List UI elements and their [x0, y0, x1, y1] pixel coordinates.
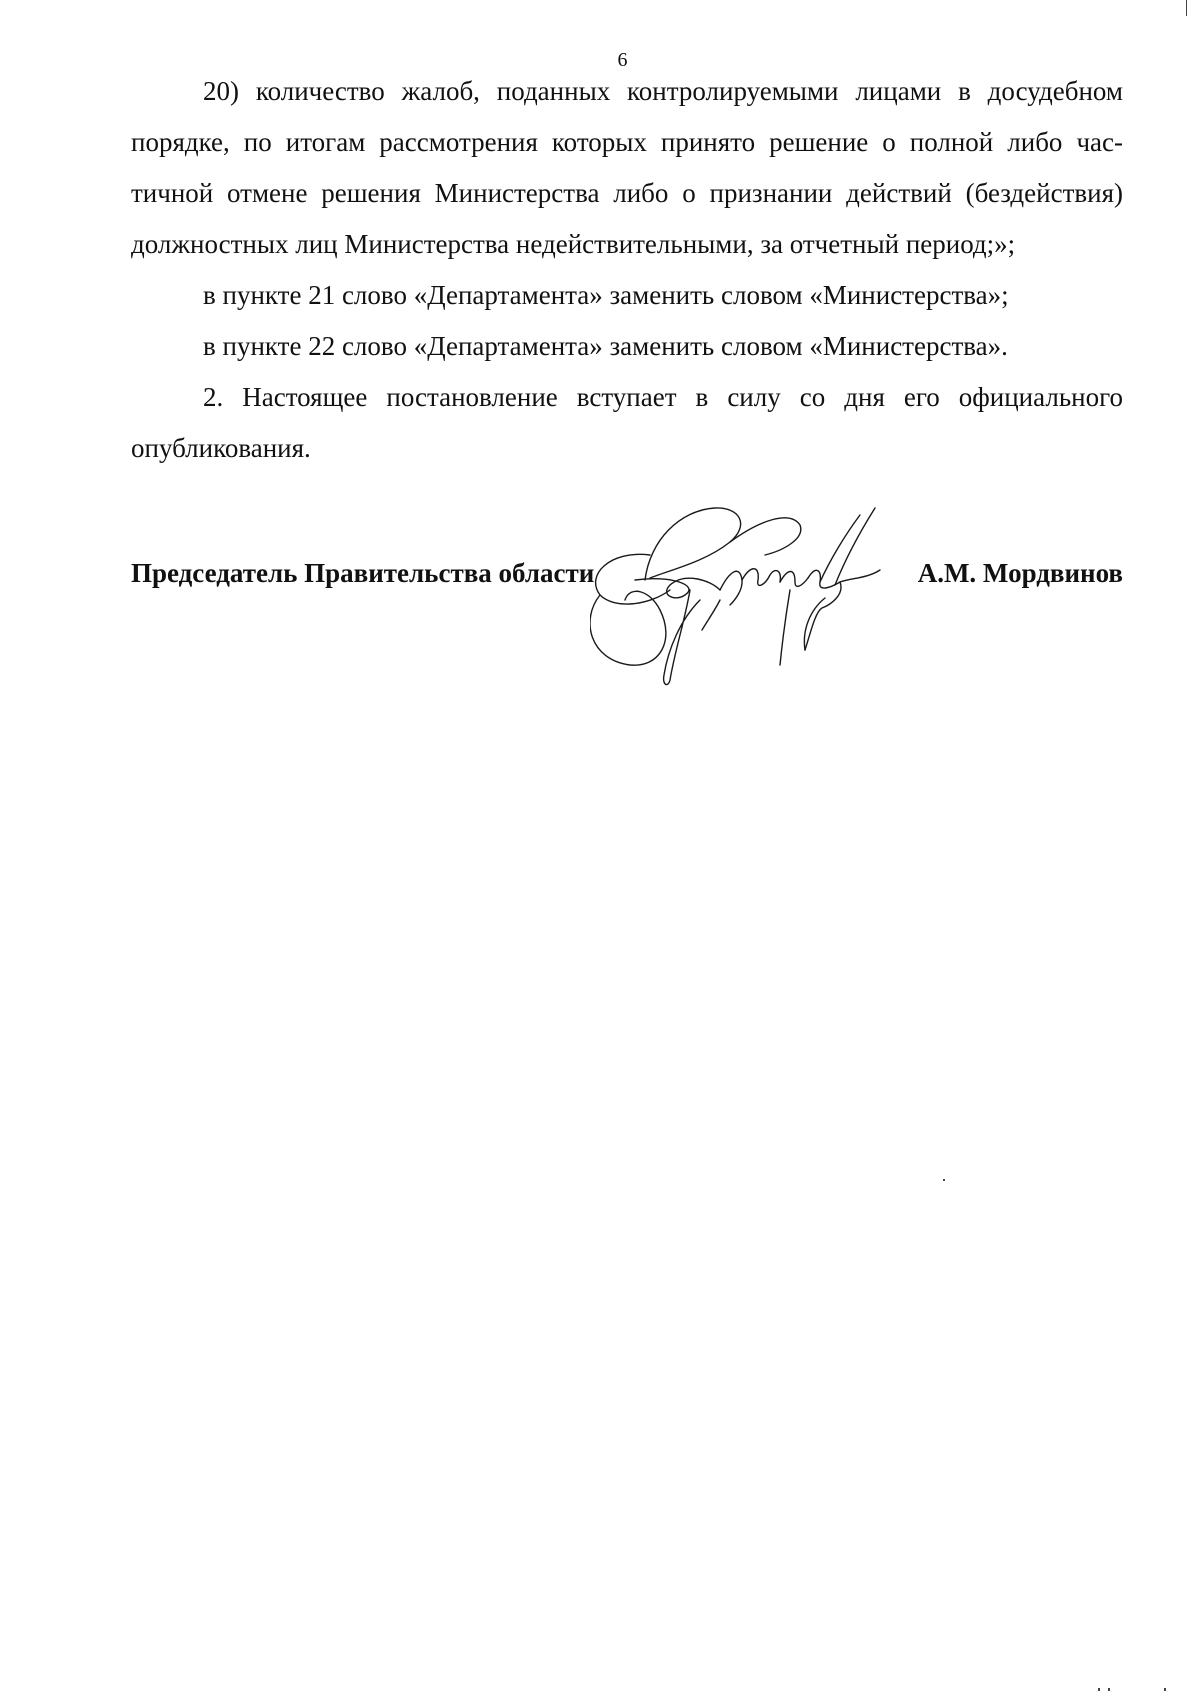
paragraph-item-20: 20) количество жалоб, поданных контролируемыми лицами в досудебном порядке, по итогам рассмотрения которых принято решение о полной либо частичной отмене решения Министерства либо о признании действий (бездействия) должностных лиц Министерства недействительными, за отчетный период;»;	[131, 76, 1123, 259]
handwritten-signature-icon	[590, 490, 940, 690]
document-body	[131, 66, 1123, 474]
signatory-name: А.М. Мордвинов	[917, 558, 1123, 588]
signatory-position: Председатель Правительства области	[131, 558, 595, 588]
paragraph-point-21: в пункте 21 слово «Департамента» заменить словом «Министерства»;	[203, 280, 1009, 310]
paragraph-effective-date: 2. Настоящее постановление вступает в силу со дня его официального опубликования.	[131, 382, 1123, 463]
page-number: 6	[617, 49, 628, 71]
paragraph-point-22: в пункте 22 слово «Департамента» заменить словом «Министерства».	[203, 331, 1008, 361]
